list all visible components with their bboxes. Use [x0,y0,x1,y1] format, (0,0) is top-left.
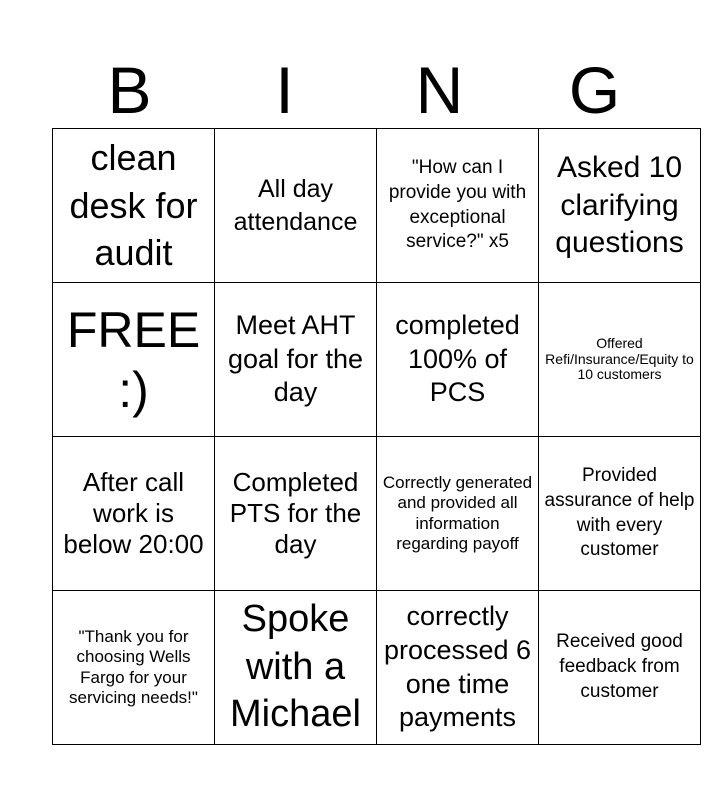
bingo-cell[interactable]: Provided assurance of help with every customer [539,437,701,591]
bingo-cell[interactable]: clean desk for audit [53,129,215,283]
bingo-cell[interactable]: Spoke with a Michael [215,591,377,745]
bingo-cell[interactable]: Asked 10 clarifying questions [539,129,701,283]
bingo-cell[interactable]: Completed PTS for the day [215,437,377,591]
bingo-cell[interactable]: correctly processed 6 one time payments [377,591,539,745]
grid-row [53,437,701,591]
grid-row [53,283,701,437]
bingo-cell[interactable]: Correctly generated and provided all information regarding payoff [377,437,539,591]
grid-row [53,129,701,283]
bingo-cell[interactable]: After call work is below 20:00 [53,437,215,591]
bingo-cell[interactable]: Offered Refi/Insurance/Equity to 10 customers [539,283,701,437]
bingo-cell[interactable]: "Thank you for choosing Wells Fargo for your servicing needs!" [53,591,215,745]
bingo-cell[interactable]: Meet AHT goal for the day [215,283,377,437]
header-letter-g: G [568,53,621,127]
grid-row [53,591,701,745]
bingo-grid [52,128,701,745]
bingo-cell[interactable]: completed 100% of PCS [377,283,539,437]
header-letter-b: B [107,53,152,127]
bingo-cell[interactable]: "How can I provide you with exceptional service?" x5 [377,129,539,283]
bingo-cell[interactable]: All day attendance [215,129,377,283]
header-letter-n: N [415,53,464,127]
free-space-cell[interactable]: FREE :) [53,283,215,437]
bingo-header [52,52,672,128]
bingo-cell[interactable]: Received good feedback from customer [539,591,701,745]
header-letter-i: I [275,53,294,127]
